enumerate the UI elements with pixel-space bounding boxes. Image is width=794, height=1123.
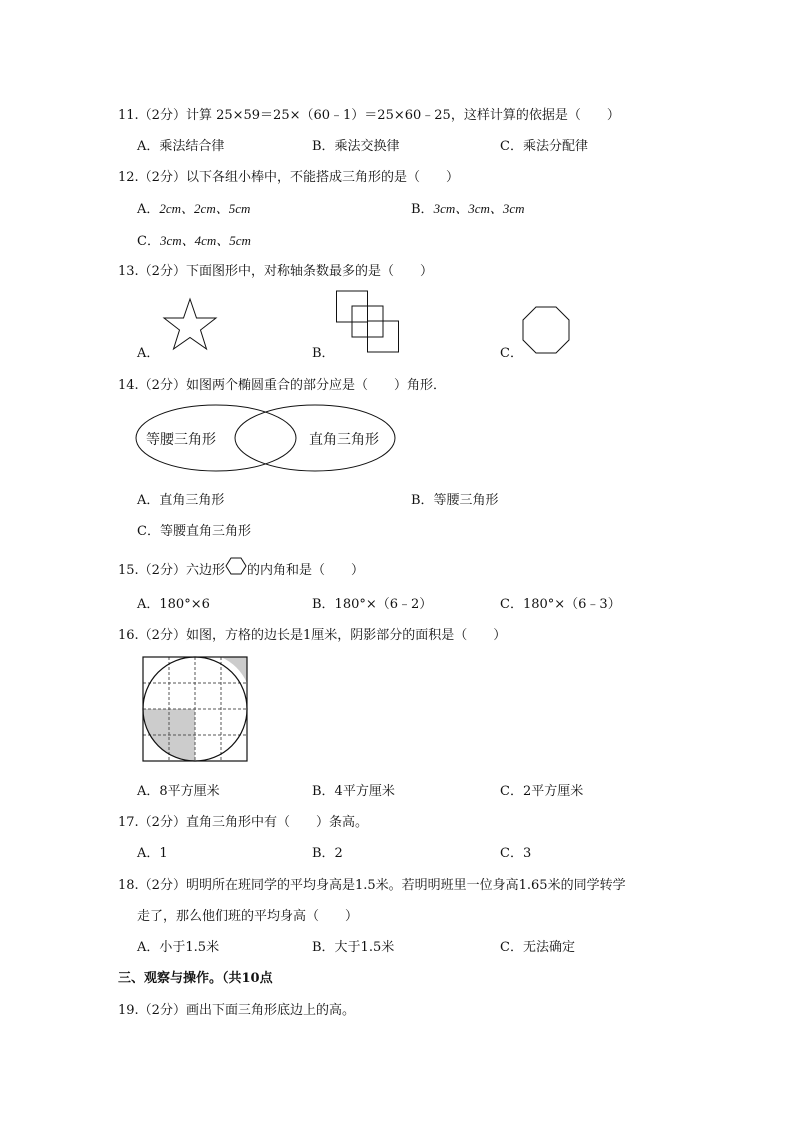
q17-stem: 17.（2分）直角三角形中有（ ）条高。 [118,815,368,830]
star-figure [160,297,220,353]
q12-option-a-value: 2cm、2cm、5cm [159,201,251,216]
q15-stem [118,559,364,578]
q17-option-b[interactable]: B．2 [312,846,343,861]
q15-stem-post: 的内角和是（ ） [246,563,364,578]
q15-option-b[interactable]: B．180°×（6﹣2） [312,597,433,612]
q13-stem: 13.（2分）下面图形中，对称轴条数最多的是（ ） [118,264,433,279]
q18-stem-line2: 走了，那么他们班的平均身高（ ） [137,909,359,924]
q14-option-c[interactable]: C．等腰直角三角形 [137,524,251,539]
hexagon-icon [225,562,247,576]
ellipse-left-label: 等腰三角形 [146,432,216,448]
q17-option-c[interactable]: C．3 [500,846,532,861]
q18-option-b[interactable]: B．大于1.5米 [312,940,395,955]
section-3-heading: 三、观察与操作。（共10点 [118,971,273,986]
q14-option-a[interactable]: A．直角三角形 [137,493,225,508]
q15-option-a[interactable]: A．180°×6 [137,597,210,612]
ellipse-right-label: 直角三角形 [309,432,379,448]
overlapping-squares-figure [336,290,402,354]
q12-option-b-value: 3cm、3cm、3cm [433,201,525,216]
q16-option-a[interactable]: A．8平方厘米 [137,784,220,799]
q18-option-c[interactable]: C．无法确定 [500,940,575,955]
q13-option-c[interactable]: C． [500,346,523,361]
q12-option-c-label: C． [137,234,160,249]
q12-stem: 12.（2分）以下各组小棒中，不能搭成三角形的是（ ） [118,170,459,185]
q14-option-b[interactable]: B．等腰三角形 [411,493,499,508]
q14-stem: 14.（2分）如图两个椭圆重合的部分应是（ ）角形． [118,378,446,393]
q11-option-b[interactable]: B．乘法交换律 [312,139,400,154]
q16-option-c[interactable]: C．2平方厘米 [500,784,584,799]
q12-option-a-label: A． [137,202,160,217]
q11-option-c[interactable]: C．乘法分配律 [500,139,588,154]
q16-option-b[interactable]: B．4平方厘米 [312,784,395,799]
q19-stem: 19.（2分）画出下面三角形底边上的高。 [118,1003,355,1018]
q12-option-b-label: B． [411,202,434,217]
q12-option-b[interactable] [411,198,525,217]
q16-stem: 16.（2分）如图，方格的边长是1厘米，阴影部分的面积是（ ） [118,628,507,643]
q11-option-a[interactable]: A．乘法结合律 [137,139,225,154]
q18-stem-line1: 18.（2分）明明所在班同学的平均身高是1.5米。若明明班里一位身高1.65米的同学转学 [118,878,626,893]
q13-option-b[interactable]: B． [312,346,335,361]
q12-option-a[interactable] [137,198,250,217]
q15-option-c[interactable]: C．180°×（6﹣3） [500,597,621,612]
q18-option-a[interactable]: A．小于1.5米 [137,940,220,955]
q17-option-a[interactable]: A．1 [137,846,168,861]
q12-option-c[interactable] [137,230,251,249]
grid-circle-figure [141,655,249,763]
q15-stem-pre: 15.（2分）六边形 [118,563,225,578]
q13-option-a[interactable]: A． [137,346,160,361]
octagon-figure [522,306,572,354]
q12-option-c-value: 3cm、4cm、5cm [159,233,251,248]
q11-stem: 11.（2分）计算 25×59＝25×（60﹣1）＝25×60﹣25，这样计算的依据是（ ） [118,108,620,123]
